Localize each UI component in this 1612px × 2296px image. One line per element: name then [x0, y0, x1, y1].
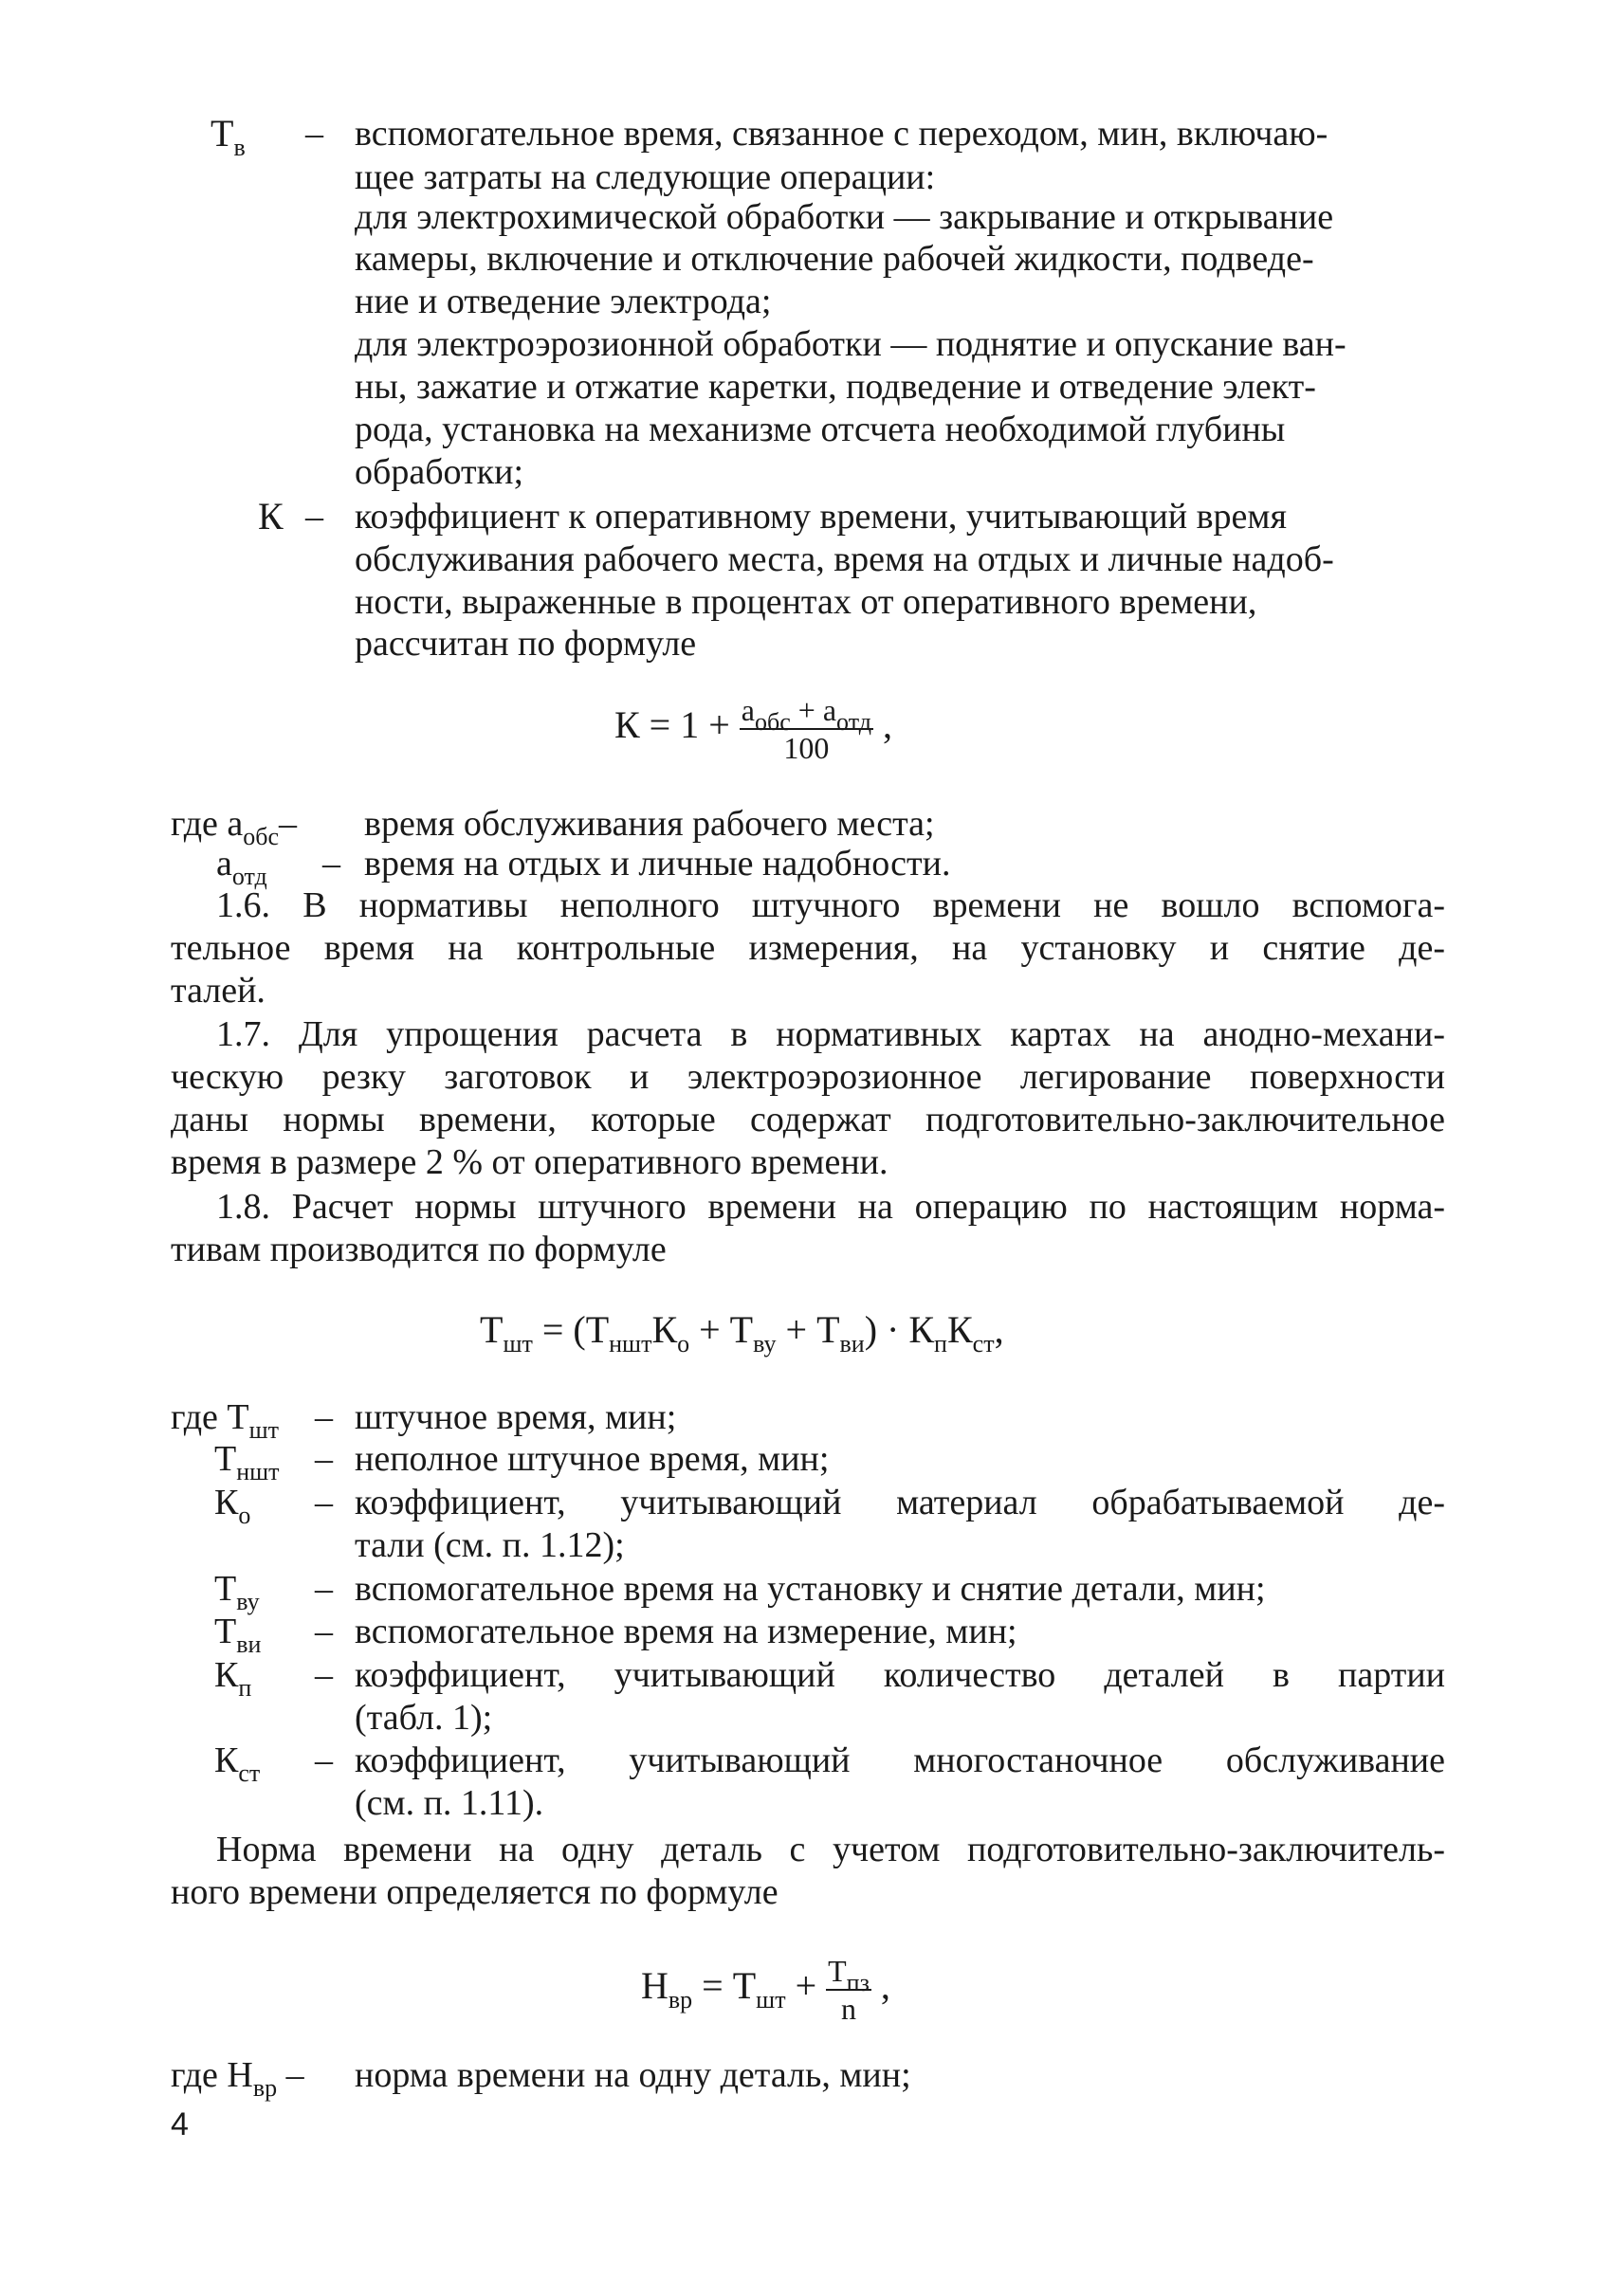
formula-tail: , — [882, 703, 892, 747]
fraction-denominator: n — [840, 1992, 856, 2026]
text-line: 1.7. Для упрощения расчета в нормативных картах на анодно-механи- — [216, 1014, 1445, 1054]
dash: – — [315, 1655, 333, 1695]
dash: – — [315, 1612, 333, 1651]
text-line: (см. п. 1.11). — [355, 1783, 544, 1823]
text-line: ние и отведение электрода; — [355, 282, 772, 321]
def-symbol: $Т_{ви}$ — [214, 1612, 262, 1658]
dash: – — [315, 1569, 333, 1609]
text-line: штучное время, мин; — [355, 1397, 677, 1437]
dash: – — [315, 1397, 333, 1437]
fraction-numerator: $a_{обс} + a_{отд}$ — [741, 693, 871, 736]
page-number: 4 — [171, 2106, 189, 2142]
text-line: вспомогательное время, связанное с переходом, мин, включаю- — [355, 114, 1328, 154]
dash: – — [305, 497, 323, 537]
text-line: камеры, включение и отключение рабочей жидкости, подведе- — [355, 239, 1314, 279]
fraction — [826, 1953, 871, 2027]
def-symbol: $Т_{ншт}$ — [214, 1439, 280, 1485]
text-line: коэффициент, учитывающий многостаночное обслуживание — [355, 1740, 1445, 1780]
def-symbol: $К_{ст}$ — [214, 1740, 261, 1787]
def-symbol: $К_п$ — [214, 1655, 252, 1702]
text-line: рода, установка на механизме отсчета необходимой глубины — [355, 410, 1286, 449]
text-line: тельное время на контрольные измерения, на установку и снятие де- — [171, 928, 1445, 968]
fraction — [740, 692, 873, 766]
text-line: время в размере 2 % от оперативного времени. — [171, 1142, 888, 1182]
text-line: 1.6. В нормативы неполного штучного времени не вошло вспомога- — [216, 885, 1445, 925]
where-label: где $Н_{вр}$ – — [171, 2055, 304, 2102]
formula-tsht: $Т_{шт} = (Т_{ншт}К_о + Т_{ву} + Т_{ви}) \cdot К_пК_{ст}$, — [480, 1308, 1004, 1358]
text-line: время на отдых и личные надобности. — [364, 844, 951, 884]
formula-nvr: $Н_{вр} = Т_{шт}$ + $\frac{Т_{пз}}{n}$ , — [641, 1954, 890, 2026]
text-line: ны, зажатие и отжатие каретки, подведение и отведение элект- — [355, 367, 1316, 407]
fraction-numerator: $Т_{пз}$ — [828, 1954, 870, 1996]
def-symbol: $Т_{ву}$ — [214, 1569, 260, 1615]
text-line: обслуживания рабочего места, время на отдых и личные надоб- — [355, 539, 1334, 579]
symbol-tv: $Т_в$ — [211, 112, 246, 161]
text-line: ности, выраженные в процентах от оперативного времени, — [355, 582, 1257, 622]
symbol-k: К — [258, 495, 284, 538]
text-line: рассчитан по формуле — [355, 624, 697, 664]
text-line: тивам производится по формуле — [171, 1230, 667, 1269]
text-line: неполное штучное время, мин; — [355, 1439, 830, 1479]
symbol-a-otd: $a_{отд}$ — [216, 844, 267, 890]
text-line: для электроэрозионной обработки — поднятие и опускание ван- — [355, 324, 1346, 364]
text-line: Норма времени на одну деталь с учетом подготовительно-заключитель- — [216, 1830, 1445, 1869]
text-line: (табл. 1); — [355, 1698, 493, 1738]
dash: – — [322, 844, 340, 884]
text-line: коэффициент к оперативному времени, учитывающий время — [355, 497, 1287, 537]
text-line: обработки; — [355, 452, 523, 492]
text-line: щее затраты на следующие операции: — [355, 157, 936, 197]
text-line: ного времени определяется по формуле — [171, 1872, 779, 1912]
text-line: талей. — [171, 971, 266, 1011]
text-line: время обслуживания рабочего места; — [364, 804, 935, 844]
dash: – — [315, 1740, 333, 1780]
text-line: коэффициент, учитывающий материал обрабатываемой де- — [355, 1483, 1445, 1522]
def-symbol: где $Т_{шт}$ — [171, 1397, 280, 1444]
def-symbol: $К_о$ — [214, 1483, 251, 1529]
text-line: для электрохимической обработки — закрывание и открывание — [355, 197, 1334, 237]
text-line: вспомогательное время на измерение, мин; — [355, 1612, 1017, 1651]
text-line: 1.8. Расчет нормы штучного времени на операцию по настоящим норма- — [216, 1187, 1445, 1227]
text-line: тали (см. п. 1.12); — [355, 1525, 625, 1565]
where-label: где $a_{обс}-$ — [171, 804, 298, 850]
text-line: норма времени на одну деталь, мин; — [355, 2055, 911, 2095]
text-line: коэффициент, учитывающий количество деталей в партии — [355, 1655, 1445, 1695]
formula-lhs: К = 1 + — [614, 703, 730, 747]
formula-k — [614, 692, 892, 766]
dash: – — [305, 114, 323, 154]
text-line: даны нормы времени, которые содержат подготовительно-заключительное — [171, 1100, 1445, 1139]
fraction-denominator: 100 — [783, 731, 830, 765]
text-line: вспомогательное время на установку и снятие детали, мин; — [355, 1569, 1266, 1609]
text-line: ческую резку заготовок и электроэрозионное легирование поверхности — [171, 1057, 1445, 1097]
dash: – — [315, 1439, 333, 1479]
dash: – — [315, 1483, 333, 1522]
